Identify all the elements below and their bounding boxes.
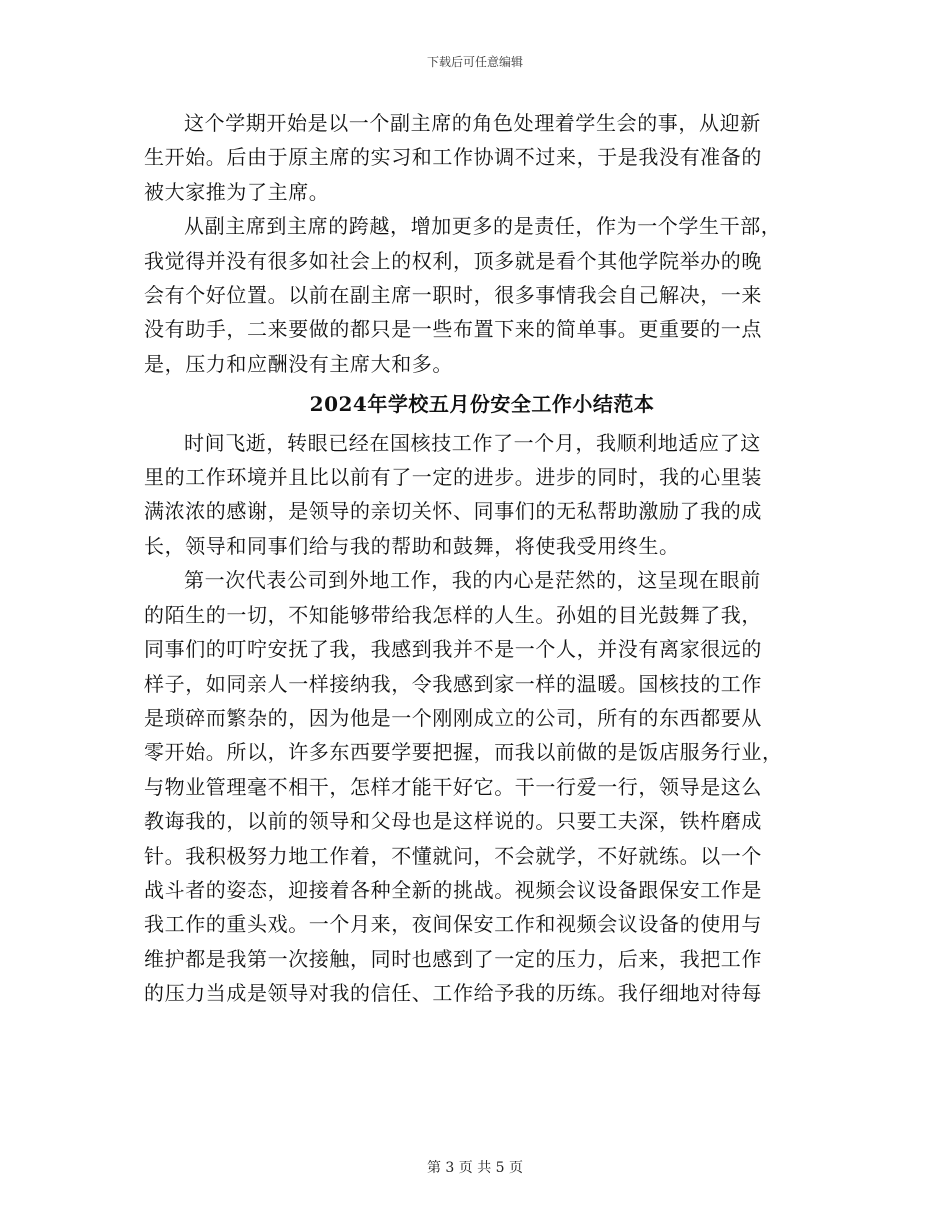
text-line: 的陌生的一切，不知能够带给我怎样的人生。孙姐的目光鼓舞了我， xyxy=(144,602,762,627)
text-line: 是琐碎而繁杂的，因为他是一个刚刚成立的公司，所有的东西都要从 xyxy=(144,705,762,730)
text-line: 从副主席到主席的跨越，增加更多的是责任，作为一个学生干部， xyxy=(184,214,782,239)
text-line: 教诲我的，以前的领导和父母也是这样说的。只要工夫深，铁杵磨成 xyxy=(144,809,762,834)
main-section xyxy=(144,426,820,1011)
section-title: 2024年学校五月份安全工作小结范本 xyxy=(309,392,655,417)
text-line: 没有助手，二来要做的都只是一些布置下来的简单事。更重要的一点 xyxy=(144,317,762,342)
text-line: 我工作的重头戏。一个月来，夜间保安工作和视频会议设备的使用与 xyxy=(144,912,762,937)
text-line: 维护都是我第一次接触，同时也感到了一定的压力，后来，我把工作 xyxy=(144,946,762,971)
text-line: 针。我积极努力地工作着，不懂就问，不会就学，不好就练。以一个 xyxy=(144,843,762,868)
paragraph xyxy=(144,426,820,564)
text-line: 这个学期开始是以一个副主席的角色处理着学生会的事，从迎新 xyxy=(184,111,761,135)
paragraph xyxy=(144,563,820,1010)
text-line: 零开始。所以，许多东西要学要把握，而我以前做的是饭店服务行业， xyxy=(144,740,783,765)
text-line: 的压力当成是领导对我的信任、工作给予我的历练。我仔细地对待每 xyxy=(144,981,762,1006)
document-body xyxy=(144,106,820,1011)
text-line: 样子，如同亲人一样接纳我，令我感到家一样的温暖。国核技的工作 xyxy=(144,671,762,696)
text-line: 长，领导和同事们给与我的帮助和鼓舞，将使我受用终生。 xyxy=(144,533,680,558)
paragraph xyxy=(144,106,820,209)
text-line: 里的工作环境并且比以前有了一定的进步。进步的同时，我的心里装 xyxy=(144,465,762,490)
page-number: 第 3 页 共 5 页 xyxy=(426,1160,524,1176)
text-line: 生开始。后由于原主席的实习和工作协调不过来，于是我没有准备的 xyxy=(144,145,762,170)
page-header: 下载后可任意编辑 xyxy=(426,55,523,69)
intro-section xyxy=(144,106,820,381)
text-line: 我觉得并没有很多如社会上的权利，顶多就是看个其他学院举办的晚 xyxy=(144,248,762,273)
text-line: 被大家推为了主席。 xyxy=(144,179,330,204)
text-line: 同事们的叮咛安抚了我，我感到我并不是一个人，并没有离家很远的 xyxy=(144,637,762,662)
text-line: 与物业管理毫不相干，怎样才能干好它。干一行爱一行，领导是这么 xyxy=(144,774,762,799)
text-line: 战斗者的姿态，迎接着各种全新的挑战。视频会议设备跟保安工作是 xyxy=(144,877,762,902)
paragraph xyxy=(144,209,820,381)
text-line: 满浓浓的感谢，是领导的亲切关怀、同事们的无私帮助激励了我的成 xyxy=(144,499,762,524)
text-line: 是，压力和应酬没有主席大和多。 xyxy=(144,351,453,376)
text-line: 第一次代表公司到外地工作，我的内心是茫然的，这呈现在眼前 xyxy=(184,568,761,593)
text-line: 会有个好位置。以前在副主席一职时，很多事情我会自己解决，一来 xyxy=(144,283,762,308)
text-line: 时间飞逝，转眼已经在国核技工作了一个月，我顺利地适应了这 xyxy=(184,430,761,455)
